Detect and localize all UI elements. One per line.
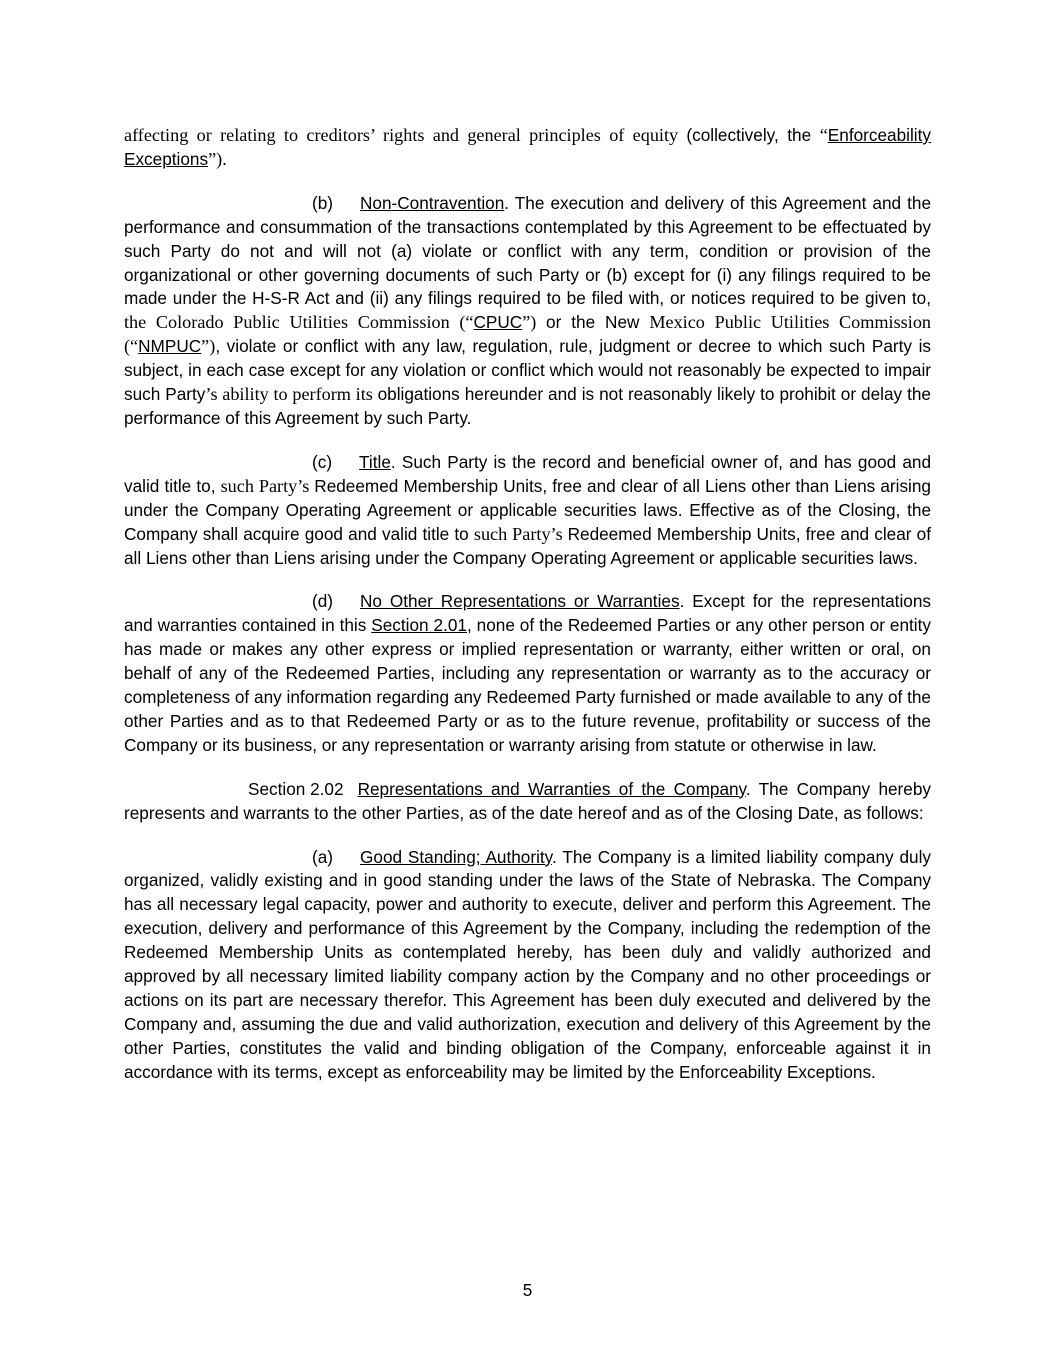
- paragraph-d-no-other-representations: [124, 590, 931, 757]
- text: , violate or conflict with any law, regulation, rule, judgment or decree to which such Party is subject, in each case except for any violation or conflict which would not reasonably be expected to impair such Party: [124, 336, 931, 405]
- text: or the New: [546, 312, 650, 333]
- text: . The Company hereby represents and warrants to the other Parties, as of the date hereof and as of the Closing Date, as follows:: [124, 778, 931, 823]
- text: . Such Party is the record and beneficial owner of, and has good and valid title to,: [124, 451, 931, 496]
- subsection-heading: Title: [359, 451, 391, 472]
- section-heading: Representations and Warranties of the Company: [357, 778, 746, 799]
- subsection-heading: No Other Representations or Warranties: [360, 591, 680, 612]
- text: . The execution and delivery of this Agreement and the performance and consummation of the transactions contemplated by this Agreement to be effectuated by such Party do not and will not (a) violate or conflict with any term, condition or provision of the organizational or other governing documents of such Party or (b) except for (i) any filings required to be made under the H-S-R Act and (ii) any filings required to be filed with, or notices required to be given to,: [124, 192, 931, 309]
- defined-term-nmpuc: NMPUC: [138, 336, 202, 357]
- serif-text: such Party’s: [220, 475, 315, 496]
- subsection-label: (d): [312, 591, 334, 612]
- serif-text: ’s ability to perform its: [205, 384, 378, 405]
- quote-open: “: [819, 125, 828, 145]
- serif-text: Mexico Public Utilities Commission (“: [124, 312, 932, 357]
- defined-term-enforceability-exceptions: Enforceability Exceptions: [124, 125, 931, 169]
- paragraph-enforceability: [124, 124, 931, 172]
- text: . Except for the representations and warranties contained in this: [124, 591, 931, 636]
- document-page: [124, 124, 931, 1105]
- subsection-label: (a): [312, 846, 334, 867]
- section-2-02: [124, 778, 931, 826]
- text: Redeemed Membership Units, free and clear of all Liens other than Liens arising under the Company Operating Agreement or applicable securities laws. Effective as of the Closing, the Company shall acquire good and valid title to: [124, 475, 931, 544]
- serif-text: affecting or relating to creditors’ rights and general principles of equity: [124, 125, 687, 145]
- paragraph-b-non-contravention: [124, 192, 931, 431]
- text: , none of the Redeemed Parties or any other person or entity has made or makes any other express or implied representation or warranty, either written or oral, on behalf of any of the Redeemed Parties, including any representation or warranty as to the accuracy or completeness of any information regarding any Redeemed Party furnished or made available to any of the other Parties and as to that Redeemed Party or as to the future revenue, profitability or success of the Company or its business, or any representation or warranty arising from statute or otherwise in law.: [124, 615, 931, 755]
- text: . The Company is a limited liability company duly organized, validly existing and in good standing under the laws of the State of Nebraska. The Company has all necessary legal capacity, power and authority to execute, deliver and perform this Agreement. The execution, delivery and performance of this Agreement by the Company, including the redemption of the Redeemed Membership Units as contemplated hereby, has been duly and validly authorized and approved by all necessary limited liability company action by the Company and no other proceedings or actions on its part are necessary therefor. This Agreement has been duly executed and delivered by the Company and, assuming the due and valid authorization, execution and delivery of this Agreement by the other Parties, constitutes the valid and binding obligation of the Company, enforceable against it in accordance with its terms, except as enforceability may be limited by the Enforceability Exceptions.: [124, 846, 931, 1082]
- page-number: 5: [522, 1280, 533, 1300]
- subsection-label: (c): [312, 451, 333, 472]
- text: Redeemed Membership Units, free and clear of all Liens other than Liens arising under the Company Operating Agreement or applicable securities laws.: [124, 523, 931, 568]
- subsection-label: (b): [312, 192, 334, 213]
- serif-text: ”): [201, 336, 216, 357]
- text: obligations hereunder and is not reasonably likely to prohibit or delay the performance of this Agreement by such Party.: [124, 384, 931, 428]
- subsection-heading: Non-Contravention: [360, 192, 505, 213]
- serif-text: the Colorado Public Utilities Commission (“: [124, 312, 474, 333]
- text: (collectively, the: [686, 125, 820, 145]
- paragraph-c-title: [124, 451, 931, 571]
- section-reference: Section 2.01: [371, 615, 467, 636]
- defined-term-cpuc: CPUC: [473, 312, 523, 333]
- section-number: Section 2.02: [248, 778, 344, 799]
- subsection-heading: Good Standing; Authority: [360, 846, 553, 867]
- serif-text: such Party’s: [473, 523, 568, 544]
- serif-text: ”): [522, 312, 547, 333]
- quote-close: ”).: [208, 148, 227, 169]
- paragraph-a-good-standing: [124, 846, 931, 1085]
